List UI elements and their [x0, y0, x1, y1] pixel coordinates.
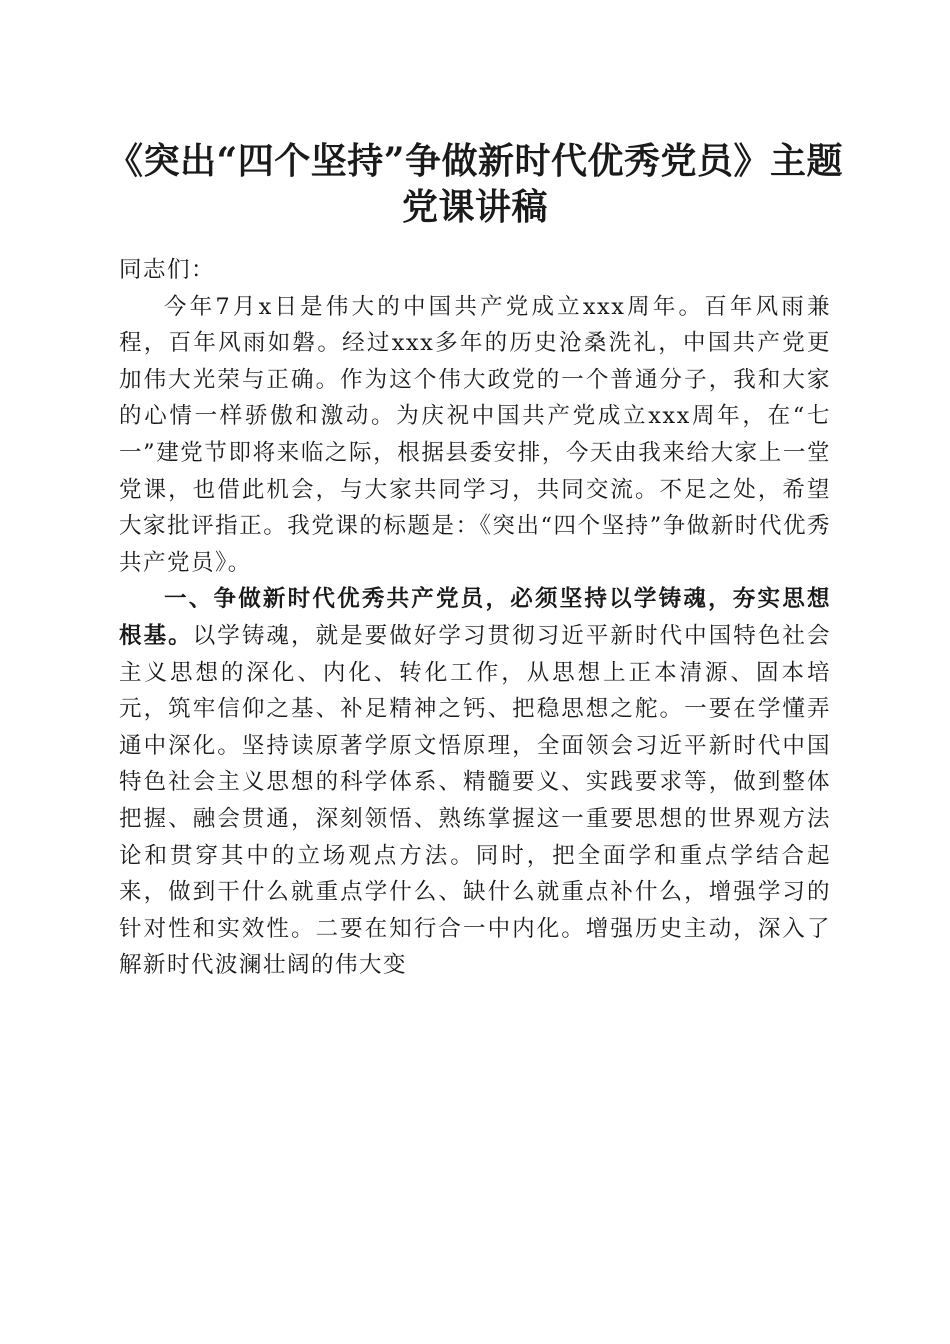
paragraph-intro: 今年7月x日是伟大的中国共产党成立xxx周年。百年风雨兼程，百年风雨如磐。经过xxx多年的历史沧桑洗礼，中国共产党更加伟大光荣与正确。作为这个伟大政党的一个普通分子，我和大家的心情一样骄傲和激动。为庆祝中国共产党成立xxx周年，在“七一”建党节即将来临之际，根据县委安排，今天由我来给大家上一堂党课，也借此机会，与大家共同学习，共同交流。不足之处，希望大家批评指正。我党课的标题是：《突出“四个坚持”争做新时代优秀共产党员》。: [119, 293, 831, 576]
section-1-heading: 一、争做新时代优秀共产党员，必须坚持以学铸魂，夯实思想根基。: [119, 586, 831, 649]
document-title: 《突出“四个坚持”争做新时代优秀党员》主题党课讲稿: [107, 140, 843, 228]
document-body: [119, 252, 831, 984]
paragraph-section-1: [119, 581, 831, 984]
greeting: 同志们：: [119, 257, 216, 283]
section-1-text: 以学铸魂，就是要做好学习贯彻习近平新时代中国特色社会主义思想的深化、内化、转化工作，从思想上正本清源、固本培元，筑牢信仰之基、补足精神之钙、把稳思想之舵。一要在学懂弄通中深化。坚持读原著学原文悟原理，全面领会习近平新时代中国特色社会主义思想的科学体系、精髓要义、实践要求等，做到整体把握、融会贯通，深刻领悟、熟练掌握这一重要思想的世界观方法论和贯穿其中的立场观点方法。同时，把全面学和重点学结合起来，做到干什么就重点学什么、缺什么就重点补什么，增强学习的针对性和实效性。二要在知行合一中内化。增强历史主动，深入了解新时代波澜壮阔的伟大变: [119, 622, 831, 979]
